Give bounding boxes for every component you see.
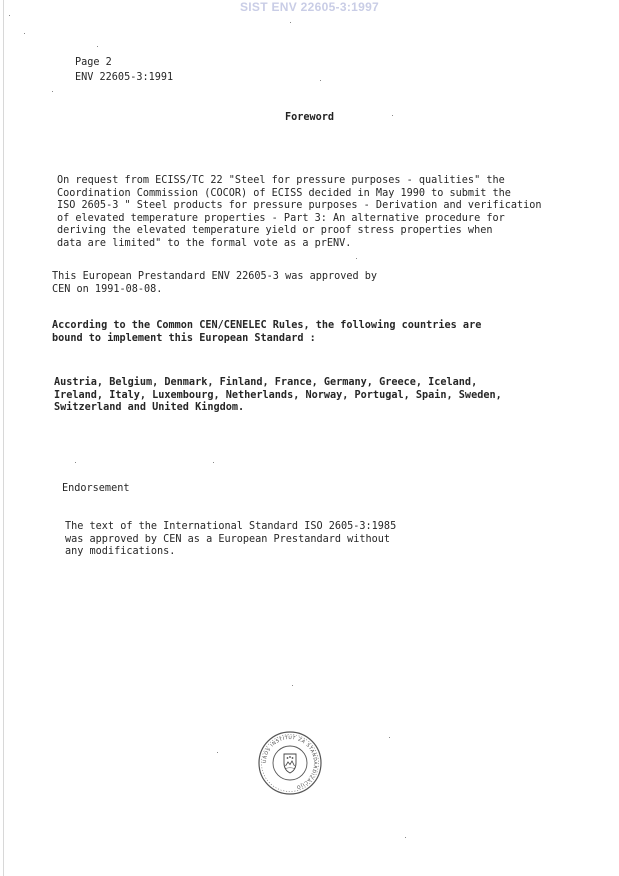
scan-speck — [9, 15, 10, 16]
scan-speck — [213, 462, 214, 463]
scan-speck — [320, 80, 321, 81]
foreword-paragraph-approval: This European Prestandard ENV 22605-3 was approved by CEN on 1991-08-08. — [52, 271, 378, 295]
scan-speck — [217, 752, 218, 753]
scan-speck — [97, 46, 98, 47]
scan-speck — [292, 685, 293, 686]
scan-speck — [389, 737, 390, 738]
foreword-title: Foreword — [284, 112, 335, 123]
seal-emblem-icon — [284, 754, 296, 773]
endorsement-title: Endorsement — [62, 483, 130, 494]
document-id: ENV 22605-3:1991 — [75, 72, 174, 83]
watermark-text: SIST ENV 22605-3:1997 — [239, 0, 380, 14]
scan-speck — [75, 462, 76, 463]
scan-speck — [405, 837, 406, 838]
foreword-paragraph-rules: According to the Common CEN/CENELEC Rules, the following countries are bound to implement this European Standard : — [52, 320, 482, 344]
scan-speck — [24, 33, 25, 34]
svg-text:UROS INSTITUT ZA STANDARDIZACI — [262, 735, 318, 790]
endorsement-text: The text of the International Standard ISO 2605-3:1985 was approved by CEN as a European Prestandard without any modifications. — [65, 521, 397, 557]
page-number: Page 2 — [75, 57, 112, 68]
seal-ring-text: UROS INSTITUT ZA STANDARDIZACIJO — [262, 735, 318, 790]
scan-speck — [356, 258, 357, 259]
country-list: Austria, Belgium, Denmark, Finland, France, Germany, Greece, Iceland, Ireland, Italy, Luxembourg, Netherlands, Norway, Portugal, Spain, Sweden, Switzerland and United Kingdom. — [54, 377, 502, 413]
institute-seal-stamp — [257, 730, 323, 796]
scan-speck — [290, 22, 291, 23]
scan-speck — [52, 91, 53, 92]
scan-edge-line — [3, 0, 4, 876]
foreword-paragraph-request: On request from ECISS/TC 22 "Steel for pressure purposes - qualities" the Coordination Commission (COCOR) of ECISS decided in May 1990 to submit the ISO 2605-3 " Steel products for pressure purposes - Derivation and verification of elevated temperature properties - Part 3: An alternative procedure for deriving the elevated temperature yield or proof stress properties when data are limited" to the formal vote as a prENV. — [57, 175, 542, 249]
